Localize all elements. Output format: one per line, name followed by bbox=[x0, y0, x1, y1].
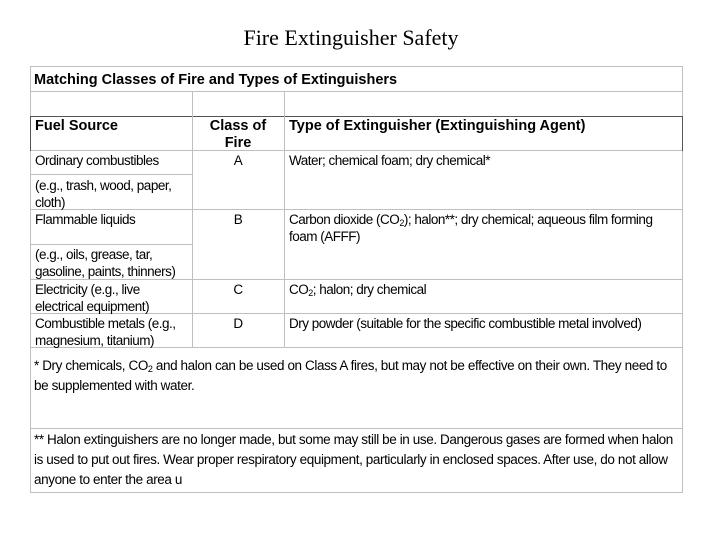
fire-class-cell: C bbox=[233, 282, 243, 297]
divider bbox=[30, 244, 192, 245]
divider bbox=[30, 174, 192, 175]
agent-cell bbox=[289, 281, 426, 298]
agent-cell: Dry powder (suitable for the specific combustible metal involved) bbox=[289, 316, 642, 331]
header-class-line2: Fire bbox=[224, 135, 252, 151]
agent-text: ; halon; dry chemical bbox=[312, 282, 427, 297]
divider bbox=[682, 116, 683, 151]
footnote-text: * Dry chemicals, CO bbox=[34, 358, 148, 373]
agent-text: ); halon**; dry chemical; aqueous film forming foam (AFFF) bbox=[289, 212, 653, 244]
fuel-source-cell: Ordinary combustibles bbox=[35, 153, 159, 168]
fuel-source-cell: Electricity (e.g., live electrical equipment) bbox=[35, 282, 150, 314]
divider bbox=[30, 91, 683, 92]
fire-class-cell: A bbox=[233, 153, 243, 168]
header-fuel-source: Fuel Source bbox=[35, 118, 118, 134]
fuel-examples-cell: (e.g., trash, wood, paper, cloth) bbox=[35, 178, 172, 210]
divider bbox=[30, 116, 31, 151]
header-class-of-fire bbox=[193, 118, 283, 152]
table-heading: Matching Classes of Fire and Types of Extinguishers bbox=[34, 72, 398, 88]
divider bbox=[284, 91, 285, 347]
agent-text: CO bbox=[289, 282, 309, 297]
divider bbox=[30, 116, 683, 117]
divider bbox=[30, 150, 683, 151]
subscript-2: 2 bbox=[147, 364, 153, 374]
footnote-halon: ** Halon extinguishers are no longer made, but some may still be in use. Dangerous gases are formed when halon is used to put out fires. Wear proper respiratory equipment, particularly in enclosed spaces. After use, do not allow anyone to enter the area u bbox=[34, 432, 673, 487]
subscript-2: 2 bbox=[308, 288, 313, 298]
agent-text: Carbon dioxide (CO bbox=[289, 212, 400, 227]
footnote-text: and halon can be used on Class A fires, but may not be effective on their own. They need to be supplemented with water. bbox=[34, 358, 667, 393]
fuel-source-cell: Flammable liquids bbox=[35, 212, 136, 227]
slide-title: Fire Extinguisher Safety bbox=[243, 25, 459, 50]
agent-cell: Water; chemical foam; dry chemical* bbox=[289, 153, 491, 168]
fire-class-cell: B bbox=[233, 212, 243, 227]
header-extinguisher-type: Type of Extinguisher (Extinguishing Agent) bbox=[289, 118, 586, 134]
footnote-dry-chemicals bbox=[34, 356, 682, 396]
divider bbox=[30, 428, 683, 429]
header-class-line1: Class of bbox=[209, 118, 267, 134]
fuel-source-cell: Combustible metals (e.g., magnesium, titanium) bbox=[35, 316, 176, 348]
fuel-examples-cell: (e.g., oils, grease, tar, gasoline, paints, thinners) bbox=[35, 247, 176, 279]
agent-cell bbox=[289, 211, 681, 245]
subscript-2: 2 bbox=[399, 218, 404, 228]
fire-class-cell: D bbox=[233, 316, 243, 331]
